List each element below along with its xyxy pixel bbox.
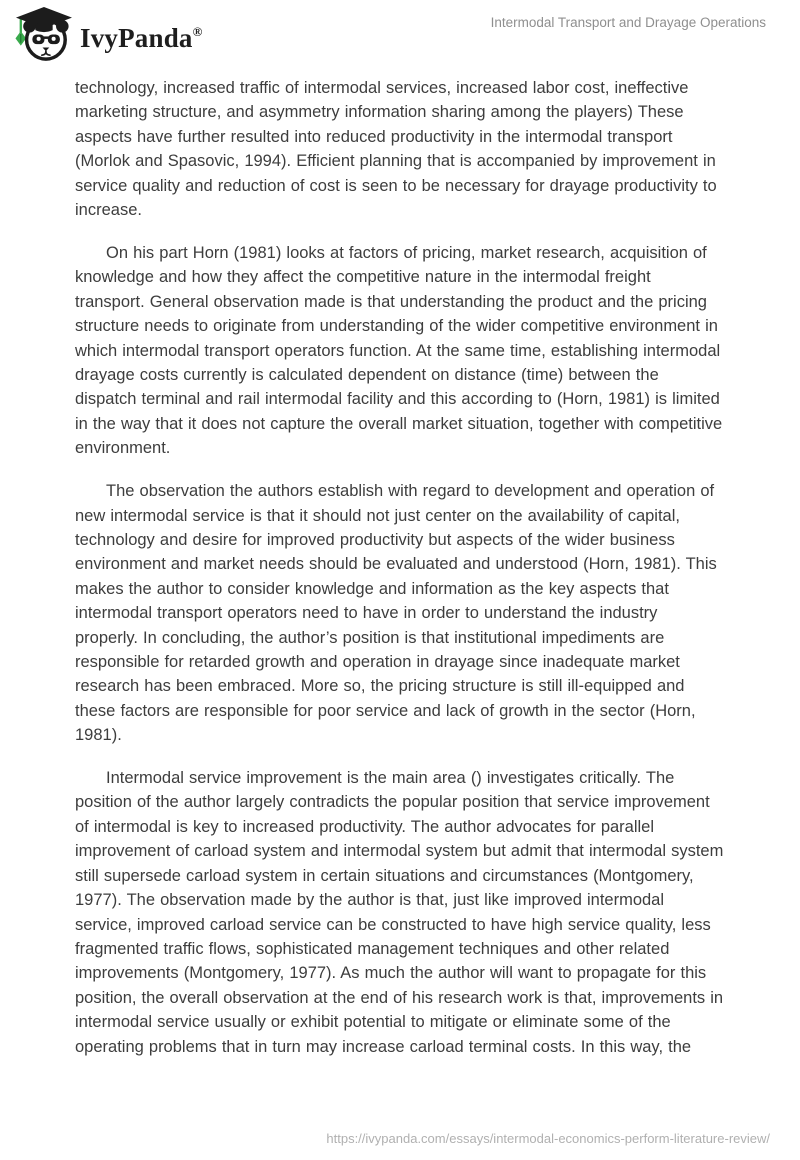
ivypanda-logo-icon [12, 6, 74, 62]
brand-text: IvyPanda [80, 22, 193, 53]
page-header [0, 0, 800, 62]
source-url-link[interactable]: https://ivypanda.com/essays/intermodal-economics-perform-literature-review/ [326, 1131, 770, 1146]
ivypanda-brand [12, 6, 203, 62]
essay-body [0, 62, 800, 1059]
paragraph-3: The observation the authors establish with regard to development and operation of new intermodal service is that it should not just center on the availability of capital, technology and desire for improved productivity but aspects of the wider business environment and market needs should be evaluated and understood (Horn, 1981). This makes the author to consider knowledge and information as the key aspects that intermodal transport operators need to have in order to understand the industry properly. In concluding, the author’s position is that institutional impediments are responsible for retarded growth and operation in drayage since inadequate market research has been embraced. More so, the pricing structure is still ill-equipped and these factors are responsible for poor service and lack of growth in the sector (Horn, 1981). [75, 482, 717, 745]
brand-name [80, 17, 203, 52]
paragraph-2: On his part Horn (1981) looks at factors of pricing, market research, acquisition of knowledge and how they affect the competitive nature in the intermodal freight transport. General observation made is that understanding the product and the pricing structure needs to originate from understanding of the wider competitive environment in which intermodal transport operators function. At the same time, establishing intermodal drayage costs currently is calculated dependent on distance (time) between the dispatch terminal and rail intermodal facility and this according to (Horn, 1981) is limited in the way that it does not capture the overall market situation, together with competitive environment. [75, 243, 723, 458]
paragraph-4: Intermodal service improvement is the main area () investigates critically. The position of the author largely contradicts the popular position that service improvement of intermodal is key to increased productivity. The author advocates for parallel improvement of carload system and intermodal system but admit that intermodal system still supersede carload system in certain situations and circumstances (Montgomery, 1977). The observation made by the author is that, just like improved intermodal service, improved carload service can be constructed to have high service quality, less fragmented traffic flows, sophisticated management techniques and other related improvements (Montgomery, 1977). As much the author will want to propagate for this position, the overall observation at the end of his research work is that, improvements in intermodal service usually or exhibit potential to mitigate or eliminate some of the operating problems that in turn may increase carload terminal costs. In this way, the [75, 769, 724, 1056]
document-title: Intermodal Transport and Drayage Operations [490, 15, 766, 30]
paragraph-1: technology, increased traffic of intermodal services, increased labor cost, ineffective marketing structure, and asymmetry information sharing among the players) These aspects have further resulted into reduced productivity in the intermodal transport (Morlok and Spasovic, 1994). Efficient planning that is accompanied by improvement in service quality and reduction of cost is seen to be necessary for drayage productivity to increase. [75, 79, 717, 220]
registered-trademark-symbol: ® [192, 23, 203, 39]
